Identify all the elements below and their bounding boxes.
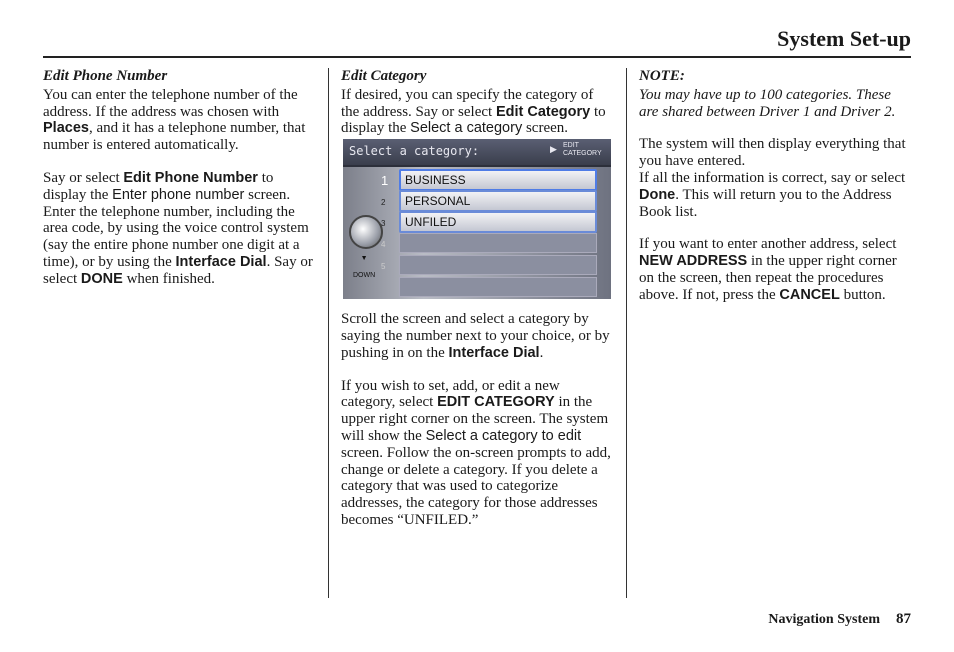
list-number: 3 (381, 219, 386, 229)
list-number: 5 (381, 262, 386, 272)
edit-category-button: ▶ EDIT CATEGORY (550, 142, 602, 158)
note-heading: NOTE: (639, 68, 685, 84)
play-arrow-icon: ▶ (550, 144, 557, 155)
paragraph: The system will then display everything that you have entered. If all the information is correct, say or select Done. This will return you to the Address Book list. (639, 136, 906, 220)
paragraph: Say or select Edit Phone Number to display the Enter phone number screen. Enter the telephone number, including the area code, by using the voice control system (say the entire phone number one digit at a time), or by using the Interface Dial. Say or select DONE when finished. (43, 169, 313, 287)
header-rule (43, 56, 911, 58)
column-1 (43, 68, 315, 304)
column-divider (626, 68, 627, 598)
empty-slot (399, 277, 597, 297)
category-list (343, 167, 611, 299)
page-title: System Set-up (777, 26, 911, 51)
list-item: BUSINESS (399, 169, 597, 191)
paragraph: You can enter the telephone number of the address. If the address was chosen with Places, and it has a telephone number, that number is entered automatically. (43, 86, 306, 154)
down-indicator: ▼ DOWN (353, 255, 376, 279)
note-text: You may have up to 100 categories. These are shared between Driver 1 and Driver 2. (639, 86, 896, 120)
list-number: 4 (381, 240, 386, 250)
screen-title: Select a category: (349, 144, 480, 159)
column-divider (328, 68, 329, 598)
paragraph: If you want to enter another address, select NEW ADDRESS in the upper right corner on the screen, then repeat the procedures above. If not, press the CANCEL button. (639, 236, 897, 303)
page-number: 87 (896, 611, 911, 627)
section-heading: Edit Category (341, 68, 427, 84)
column-2 (341, 68, 613, 545)
footer-section: Navigation System (768, 612, 880, 627)
empty-slot (399, 233, 597, 253)
paragraph: If you wish to set, add, or edit a new category, select EDIT CATEGORY in the upper right corner on the screen. The system will show the Select a category to edit screen. Follow the on-screen prompts to add, change or delete a category. If you delete a category that was used to categorize addresses, the category for those addresses becomes “UNFILED.” (341, 377, 611, 528)
paragraph: Scroll the screen and select a category by saying the number next to your choice, or by pushing in on the Interface Dial. (341, 311, 610, 361)
interface-dial-icon (349, 215, 386, 249)
paragraph: If desired, you can specify the category of the address. Say or select Edit Category to display the Select a category screen. (341, 86, 606, 137)
category-screen-image (343, 139, 611, 299)
section-heading: Edit Phone Number (43, 68, 168, 84)
page-footer (768, 611, 911, 628)
empty-slot (399, 255, 597, 275)
list-number: 1 (381, 173, 389, 189)
list-item: PERSONAL (399, 190, 597, 212)
list-item: UNFILED (399, 211, 597, 233)
column-3 (639, 68, 911, 320)
list-number: 2 (381, 198, 386, 208)
